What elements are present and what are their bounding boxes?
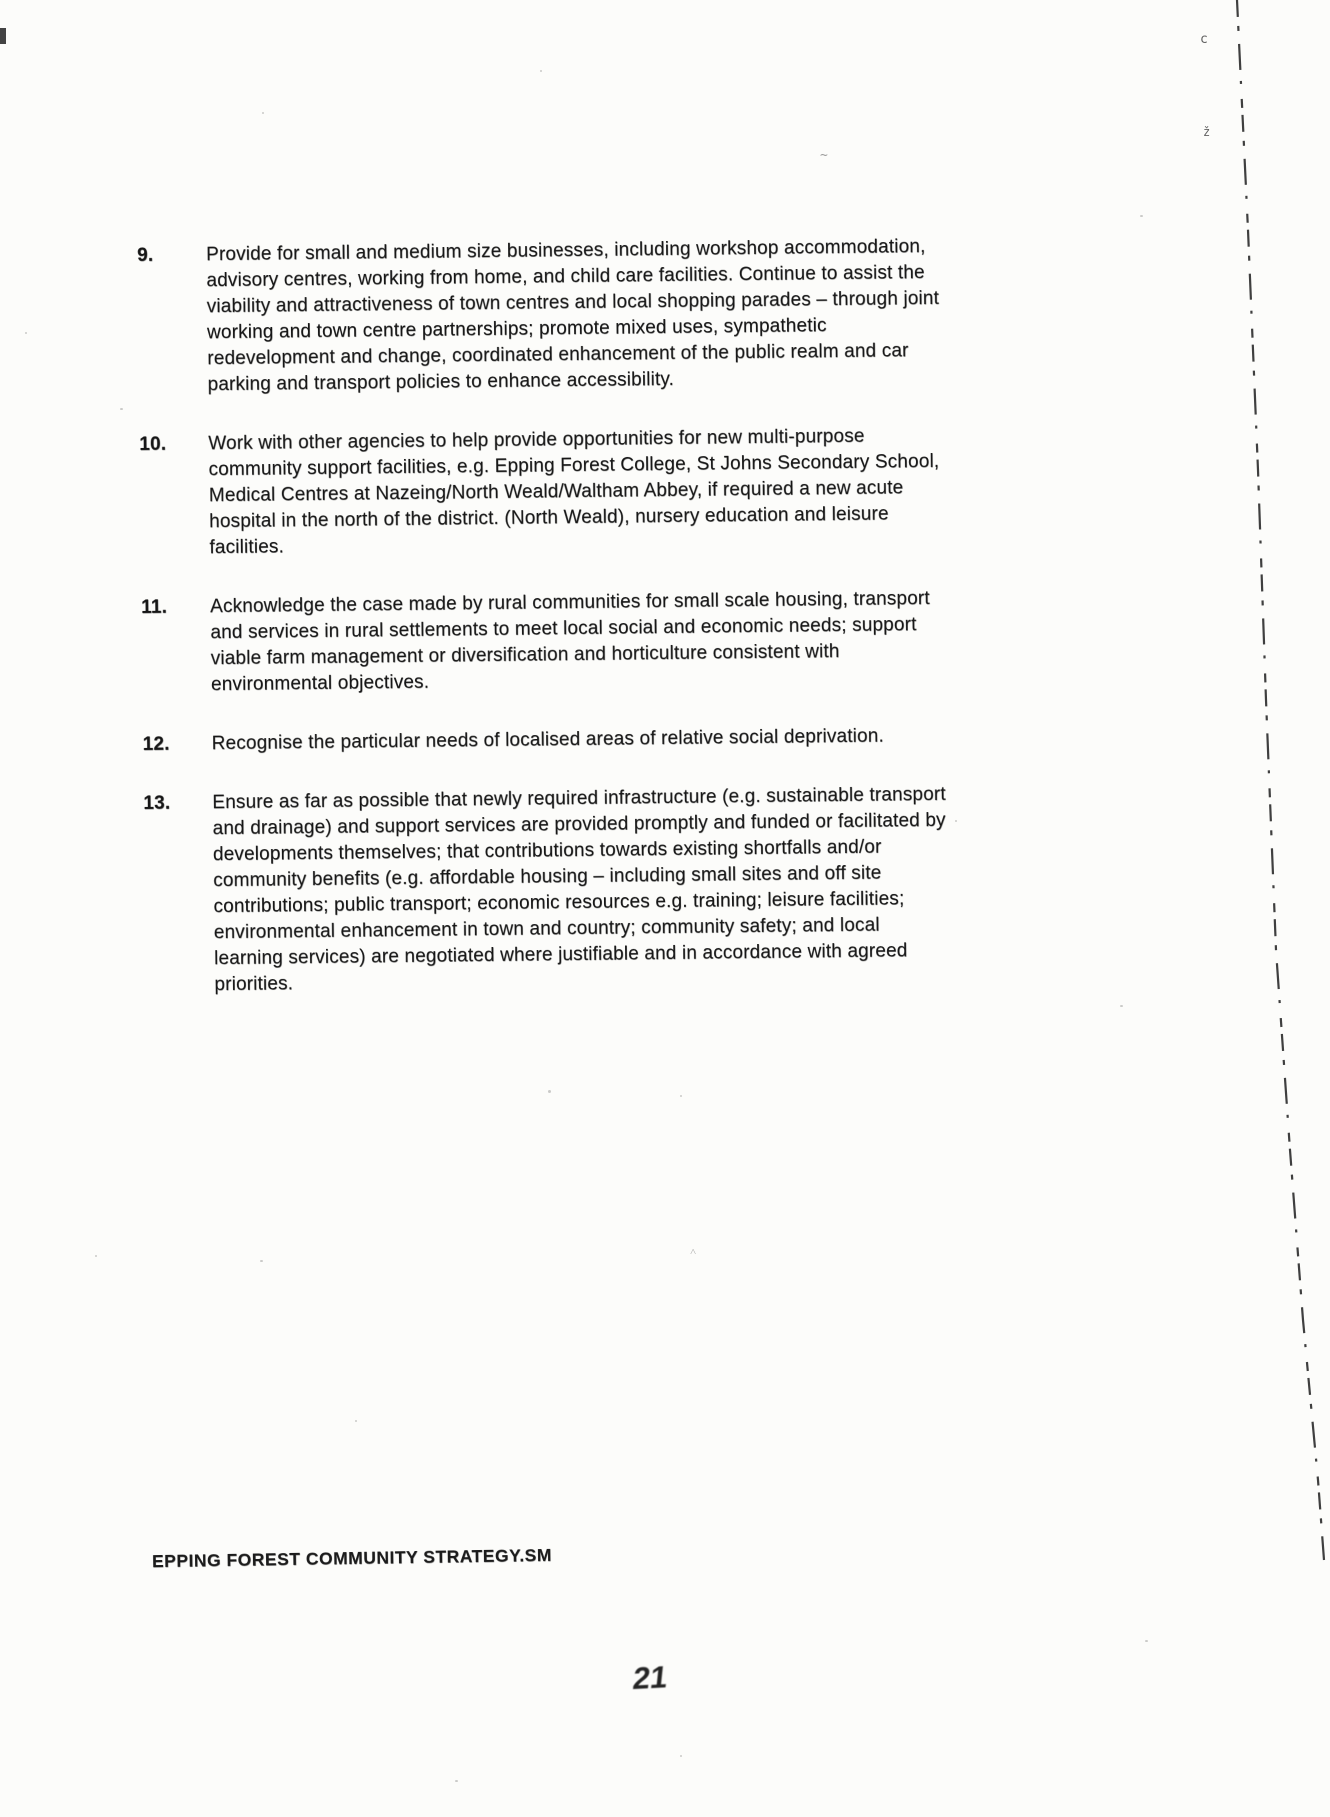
scan-speck <box>120 408 123 410</box>
item-text: Work with other agencies to help provide opportunities for new multi-purpose community support facilities, e.g. Epping Forest College, St Johns Secondary School, Medical Centres at Nazeing/North Weald/Waltham Abbey, if required a new acute hospital in the north of the district. (North Weald), nursery education and leisure facilities. <box>208 425 940 559</box>
list-item-13 <box>143 780 1120 999</box>
scan-speck <box>455 1780 458 1782</box>
scan-speck <box>1120 1005 1123 1007</box>
scan-mark: c <box>1200 32 1208 47</box>
item-text: Acknowledge the case made by rural communities for small scale housing, transport and services in rural settlements to meet local social and economic needs; support viable farm management or diversification and horticulture consistent with environmental objectives. <box>210 588 930 696</box>
list-item-10 <box>139 421 1115 562</box>
scan-speck <box>680 1095 682 1097</box>
list-item-9 <box>137 232 1114 399</box>
list-item-11 <box>141 584 1117 699</box>
item-number: 13. <box>143 792 171 814</box>
item-number: 12. <box>142 733 170 755</box>
scan-speck <box>95 1255 97 1257</box>
item-number: 10. <box>139 433 167 455</box>
scan-speck <box>1140 215 1143 217</box>
scan-speck <box>262 112 264 114</box>
scan-speck <box>955 820 957 822</box>
scan-mark: ~ <box>820 148 828 163</box>
document-footer: EPPING FOREST COMMUNITY STRATEGY.SM <box>151 1544 553 1572</box>
item-number: 9. <box>137 244 154 266</box>
numbered-paragraph-list <box>137 232 1121 1032</box>
scan-mark: ž <box>1203 125 1211 139</box>
item-text: Recognise the particular needs of localised areas of relative social deprivation. <box>211 725 885 755</box>
item-text: Provide for small and medium size businesses, including workshop accommodation, advisory centres, working from home, and child care facilities. Continue to assist the viability and attractiveness of town centres and local shopping parades – through joint working and town centre partnerships; promote mixed uses, sympathetic redevelopment and change, coordinated enhancement of the public realm and car parking and transport policies to enhance accessibility. <box>206 236 940 396</box>
scan-mark: ˄ <box>690 1245 697 1258</box>
scan-speck <box>540 70 542 72</box>
scan-speck <box>680 1755 682 1757</box>
scan-speck <box>25 332 27 334</box>
scan-speck <box>355 1420 357 1422</box>
item-number: 11. <box>141 596 168 618</box>
item-text: Ensure as far as possible that newly required infrastructure (e.g. sustainable transport and drainage) and support services are provided promptly and funded or facilitated by developments themselves; that contributions towards existing shortfalls and/or community benefits (e.g. affordable housing – including small sites and off site contributions; public transport; economic resources e.g. training; leisure facilities; environmental enhancement in town and country; community safety; and local learning services) are negotiated where justifiable and in accordance with agreed priorities. <box>212 783 946 996</box>
scan-speck <box>548 1090 551 1093</box>
scan-speck <box>260 1260 263 1262</box>
list-item-12 <box>143 721 1118 758</box>
scan-speck <box>1145 1640 1148 1642</box>
page-number: 21 <box>631 1658 670 1697</box>
scan-edge-blob <box>0 28 6 44</box>
